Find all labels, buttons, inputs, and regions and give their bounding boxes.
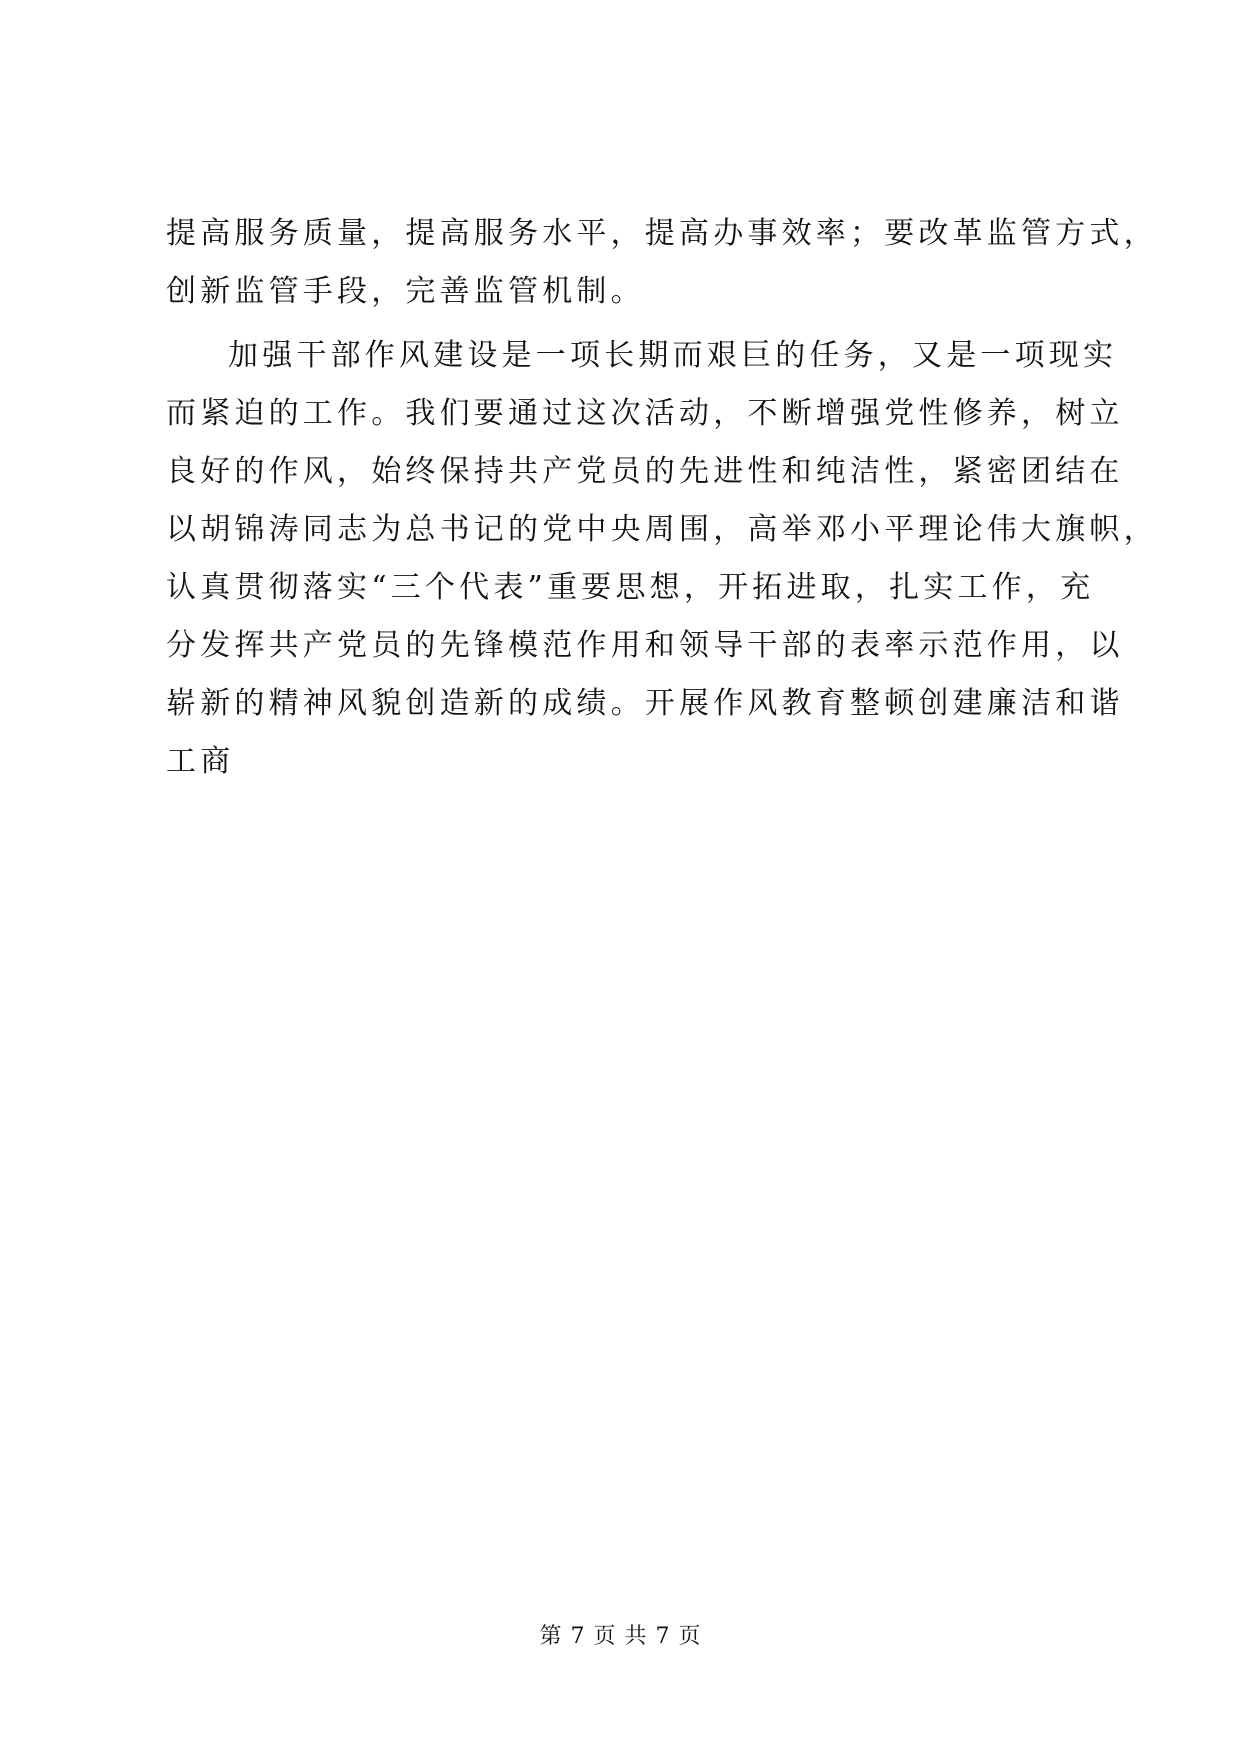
- paragraph-line: 工商: [166, 744, 235, 779]
- paragraph-line: 加强干部作风建设是一项长期而艰巨的任务，又是一项现实: [228, 338, 1118, 373]
- paragraph-line: 以胡锦涛同志为总书记的党中央周围，高举邓小平理论伟大旗帜，: [166, 512, 1158, 547]
- paragraph-line: 良好的作风，始终保持共产党员的先进性和纯洁性，紧密团结在: [166, 454, 1124, 489]
- paragraph-1: [166, 205, 1158, 321]
- paragraph-line: 而紧迫的工作。我们要通过这次活动，不断增强党性修养，树立: [166, 396, 1124, 431]
- paragraph-2: [166, 327, 1158, 791]
- paragraph-line: 创新监管手段，完善监管机制。: [166, 274, 645, 309]
- document-body: [166, 205, 1158, 791]
- paragraph-line: 分发挥共产党员的先锋模范作用和领导干部的表率示范作用，以: [166, 628, 1124, 663]
- paragraph-line: 崭新的精神风貌创造新的成绩。开展作风教育整顿创建廉洁和谐: [166, 686, 1124, 721]
- paragraph-line: 认真贯彻落实“三个代表”重要思想，开拓进取，扎实工作，充: [166, 570, 1095, 605]
- page-number-footer: 第 7 页 共 7 页: [539, 1624, 702, 1649]
- paragraph-line: 提高服务质量，提高服务水平，提高办事效率；要改革监管方式，: [166, 216, 1158, 251]
